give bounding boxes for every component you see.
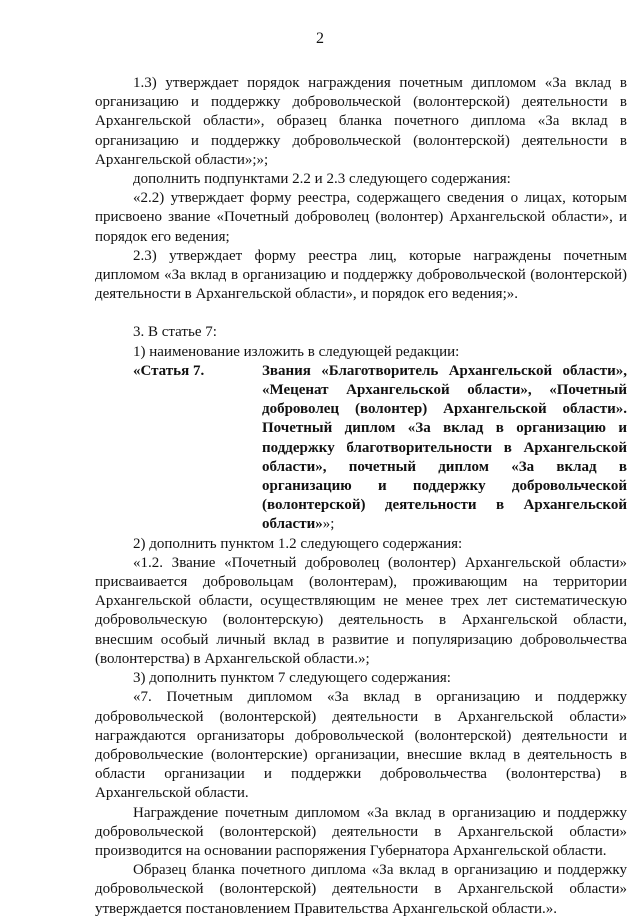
paragraph-2-2: «2.2) утверждает форму реестра, содержащего сведения о лицах, которым присвоено звание «Почетный доброволец (волонтер) Архангельской области», и порядок его ведения; bbox=[95, 190, 627, 245]
item-1: 1) наименование изложить в следующей редакции: bbox=[133, 343, 460, 360]
article-title-bold: Звания «Благотворитель Архангельской области», «Меценат Архангельской области», «Почетный доброволец (волонтер) Архангельской области». Почетный диплом «За вклад в организацию и поддержку благотворительности в Архангельской области», почетный диплом «За вклад в организацию и поддержку добровольческой (волонтерской) деятельности в Архангельской области» bbox=[262, 362, 627, 533]
document-body bbox=[95, 74, 627, 919]
paragraph-7: «7. Почетным дипломом «За вклад в организацию и поддержку добровольческой (волонтерской) деятельности в Архангельской области» награждаются организаторы добровольческой (волонтерской) деятельности и добровольческие (волонтерские) организации, внесшие вклад в деятельность в области организации и поддержки добровольчества (волонтерства) в Архангельской области. bbox=[95, 689, 627, 802]
paragraph-1-3: 1.3) утверждает порядок награждения почетным дипломом «За вклад в организацию и поддержку добровольческой (волонтерской) деятельности в Архангельской области», образец бланка почетного диплома «За вклад в организацию и поддержку добровольческой (волонтерской) деятельности в Архангельской области»;»; bbox=[95, 75, 627, 168]
spacer bbox=[95, 304, 627, 323]
article-title-text bbox=[262, 362, 627, 535]
item-3: 3) дополнить пунктом 7 следующего содержания: bbox=[133, 670, 451, 687]
page-number: 2 bbox=[316, 30, 324, 47]
article-label: «Статья 7. bbox=[133, 362, 205, 379]
article-title-tail: »; bbox=[322, 516, 335, 533]
paragraph-1-2: «1.2. Звание «Почетный доброволец (волонтер) Архангельской области» присваивается добровольцам (волонтерам), проживающим на территории Архангельской области, осуществляющим не менее трех лет систематическую добровольческую (волонтерскую) деятельность в Архангельской области, внесшим особый личный вклад в развитие и популяризацию добровольчества (волонтерства) в Архангельской области.»; bbox=[95, 554, 627, 667]
paragraph-2-3: 2.3) утверждает форму реестра лиц, которые награждены почетным дипломом «За вклад в организацию и поддержку добровольческой (волонтерской) деятельности в Архангельской области», и порядок его ведения;». bbox=[95, 247, 627, 303]
paragraph-add-subitems: дополнить подпунктами 2.2 и 2.3 следующего содержания: bbox=[133, 171, 511, 188]
paragraph-7-awarding: Награждение почетным дипломом «За вклад в организацию и поддержку добровольческой (волонтерской) деятельности в Архангельской области» производится на основании распоряжения Губернатора Архангельской области. bbox=[95, 804, 627, 859]
paragraph-7-form: Образец бланка почетного диплома «За вклад в организацию и поддержку добровольческой (волонтерской) деятельности в Архангельской области» утверждается постановлением Правительства Архангельской области.». bbox=[95, 862, 627, 917]
section-3-heading: 3. В статье 7: bbox=[133, 324, 217, 341]
item-2: 2) дополнить пунктом 1.2 следующего содержания: bbox=[133, 535, 463, 552]
article-7-title bbox=[95, 362, 627, 535]
